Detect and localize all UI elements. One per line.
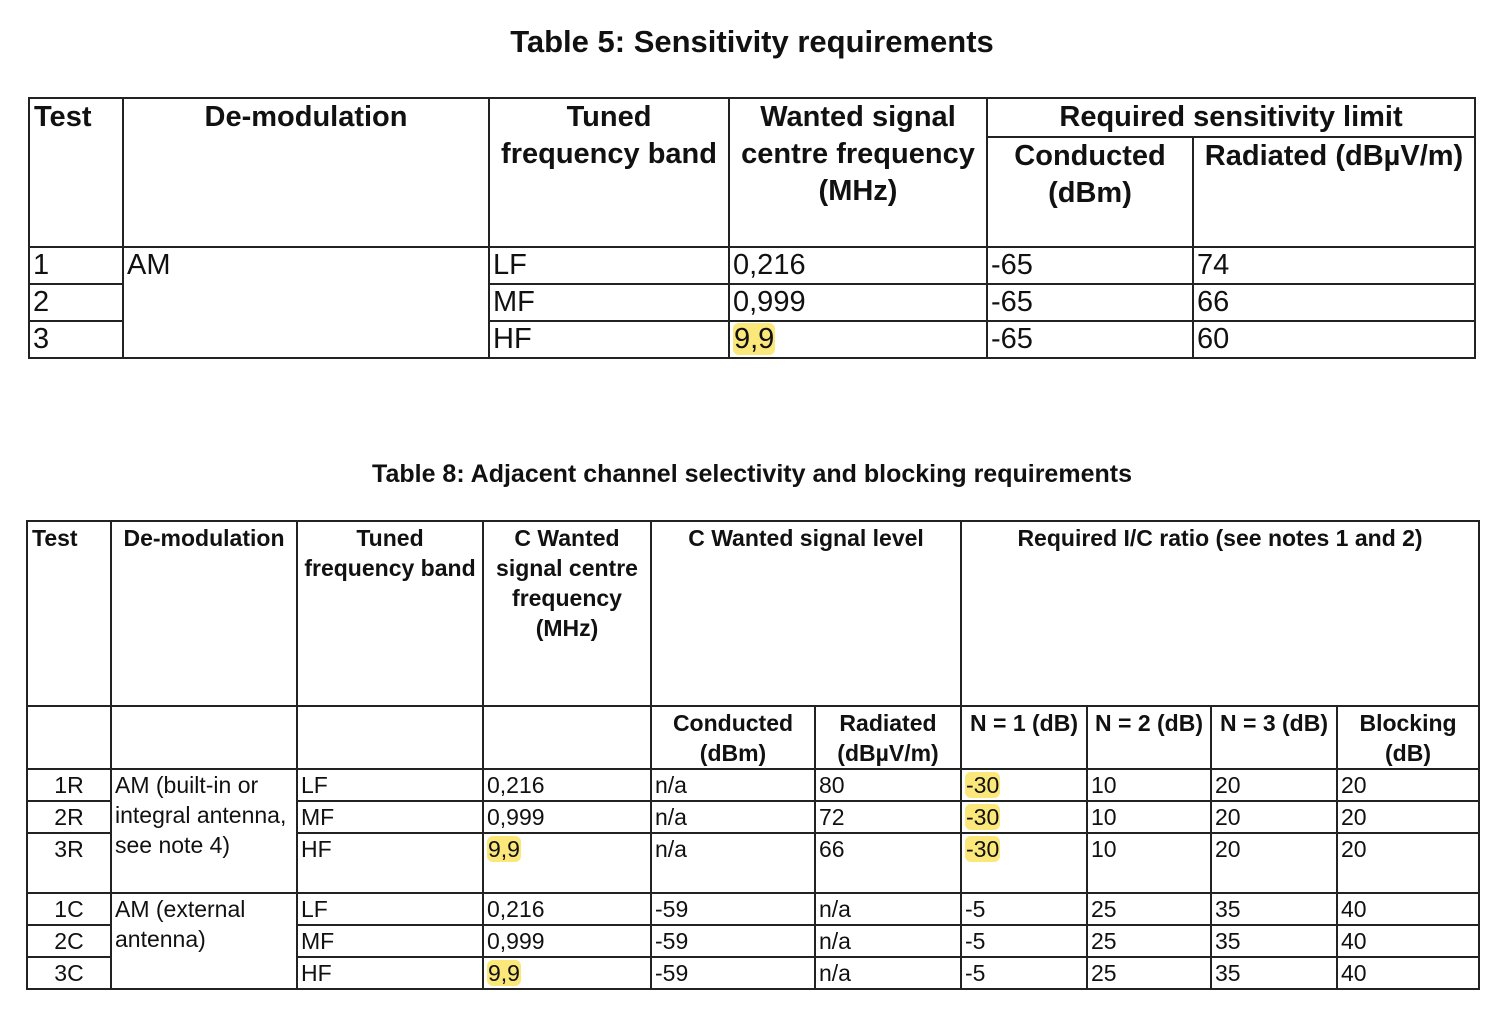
cell-demodulation: AM <box>123 247 489 358</box>
cell-test: 3 <box>29 321 123 358</box>
header-n3: N = 3 (dB) <box>1211 706 1337 769</box>
cell-conducted: -59 <box>651 925 815 957</box>
cell-n2: 25 <box>1087 957 1211 989</box>
header-conducted: Conducted (dBm) <box>987 137 1193 247</box>
cell-radiated: 72 <box>815 801 961 833</box>
empty-header <box>27 706 111 769</box>
header-ic-ratio: Required I/C ratio (see notes 1 and 2) <box>961 521 1479 706</box>
cell-test: 1C <box>27 893 111 925</box>
cell-n3: 20 <box>1211 833 1337 893</box>
cell-band: MF <box>489 284 729 321</box>
cell-n1 <box>961 801 1087 833</box>
cell-demodulation: AM (built-in or integral antenna, see note 4) <box>111 769 297 893</box>
header-blocking: Blocking (dB) <box>1337 706 1479 769</box>
table8-title: Table 8: Adjacent channel selectivity and blocking requirements <box>372 460 1132 488</box>
highlighted-value: -30 <box>966 804 1000 830</box>
table5-title: Table 5: Sensitivity requirements <box>510 24 994 59</box>
cell-freq: 0,999 <box>483 801 651 833</box>
cell-n2: 10 <box>1087 801 1211 833</box>
cell-n2: 25 <box>1087 925 1211 957</box>
cell-test: 1 <box>29 247 123 284</box>
cell-band: MF <box>297 801 483 833</box>
highlighted-value: 9,9 <box>488 960 520 986</box>
cell-radiated: 74 <box>1193 247 1475 284</box>
cell-demodulation: AM (external antenna) <box>111 893 297 989</box>
cell-freq <box>483 833 651 893</box>
cell-n2: 10 <box>1087 833 1211 893</box>
cell-blocking: 20 <box>1337 833 1479 893</box>
cell-blocking: 20 <box>1337 801 1479 833</box>
cell-conducted: -65 <box>987 284 1193 321</box>
cell-radiated: 60 <box>1193 321 1475 358</box>
cell-freq: 0,999 <box>483 925 651 957</box>
cell-test: 3R <box>27 833 111 893</box>
cell-n1: -5 <box>961 957 1087 989</box>
header-required-limit: Required sensitivity limit <box>987 98 1475 137</box>
cell-band: LF <box>297 893 483 925</box>
header-signal-level: C Wanted signal level <box>651 521 961 706</box>
cell-n2: 25 <box>1087 893 1211 925</box>
cell-freq: 0,216 <box>729 247 987 284</box>
cell-band: LF <box>297 769 483 801</box>
header-centre-frequency: Wanted signal centre frequency (MHz) <box>729 98 987 247</box>
cell-freq: 0,216 <box>483 769 651 801</box>
cell-n2: 10 <box>1087 769 1211 801</box>
header-demodulation: De-modulation <box>123 98 489 247</box>
cell-test: 2C <box>27 925 111 957</box>
cell-n1: -5 <box>961 925 1087 957</box>
cell-radiated: n/a <box>815 957 961 989</box>
cell-n3: 20 <box>1211 801 1337 833</box>
cell-n3: 35 <box>1211 925 1337 957</box>
highlighted-value: 9,9 <box>488 836 520 862</box>
cell-n3: 35 <box>1211 957 1337 989</box>
cell-test: 2 <box>29 284 123 321</box>
cell-freq <box>729 321 987 358</box>
cell-n1: -5 <box>961 893 1087 925</box>
header-test: Test <box>29 98 123 247</box>
header-band: Tuned frequency band <box>489 98 729 247</box>
header-radiated: Radiated (dBµV/m) <box>1193 137 1475 247</box>
cell-test: 1R <box>27 769 111 801</box>
cell-conducted: -59 <box>651 957 815 989</box>
header-band: Tuned frequency band <box>297 521 483 706</box>
cell-n1 <box>961 833 1087 893</box>
cell-radiated: 80 <box>815 769 961 801</box>
cell-radiated: n/a <box>815 893 961 925</box>
header-n2: N = 2 (dB) <box>1087 706 1211 769</box>
empty-header <box>111 706 297 769</box>
empty-header <box>483 706 651 769</box>
cell-test: 3C <box>27 957 111 989</box>
cell-band: HF <box>297 957 483 989</box>
cell-conducted: n/a <box>651 833 815 893</box>
highlighted-value: -30 <box>966 772 1000 798</box>
cell-conducted: -65 <box>987 247 1193 284</box>
cell-conducted: -65 <box>987 321 1193 358</box>
cell-conducted: n/a <box>651 801 815 833</box>
cell-band: HF <box>297 833 483 893</box>
selectivity-blocking-table <box>26 520 1480 990</box>
cell-test: 2R <box>27 801 111 833</box>
table-row <box>27 893 1479 925</box>
header-demodulation: De-modulation <box>111 521 297 706</box>
cell-conducted: n/a <box>651 769 815 801</box>
cell-band: MF <box>297 925 483 957</box>
header-conducted: Conducted (dBm) <box>651 706 815 769</box>
cell-blocking: 40 <box>1337 925 1479 957</box>
cell-blocking: 40 <box>1337 893 1479 925</box>
cell-n3: 20 <box>1211 769 1337 801</box>
cell-band: LF <box>489 247 729 284</box>
empty-header <box>297 706 483 769</box>
header-centre-frequency: C Wanted signal centre frequency (MHz) <box>483 521 651 706</box>
cell-conducted: -59 <box>651 893 815 925</box>
cell-radiated: n/a <box>815 925 961 957</box>
cell-radiated: 66 <box>815 833 961 893</box>
cell-freq: 0,216 <box>483 893 651 925</box>
cell-band: HF <box>489 321 729 358</box>
table-row <box>27 769 1479 801</box>
cell-freq <box>483 957 651 989</box>
cell-blocking: 20 <box>1337 769 1479 801</box>
header-n1: N = 1 (dB) <box>961 706 1087 769</box>
highlighted-value: -30 <box>966 836 1000 862</box>
cell-n1 <box>961 769 1087 801</box>
cell-radiated: 66 <box>1193 284 1475 321</box>
header-radiated: Radiated (dBµV/m) <box>815 706 961 769</box>
table-row <box>29 247 1475 284</box>
highlighted-value: 9,9 <box>734 323 775 355</box>
cell-blocking: 40 <box>1337 957 1479 989</box>
cell-n3: 35 <box>1211 893 1337 925</box>
cell-freq: 0,999 <box>729 284 987 321</box>
header-test: Test <box>27 521 111 706</box>
sensitivity-table <box>28 97 1476 359</box>
